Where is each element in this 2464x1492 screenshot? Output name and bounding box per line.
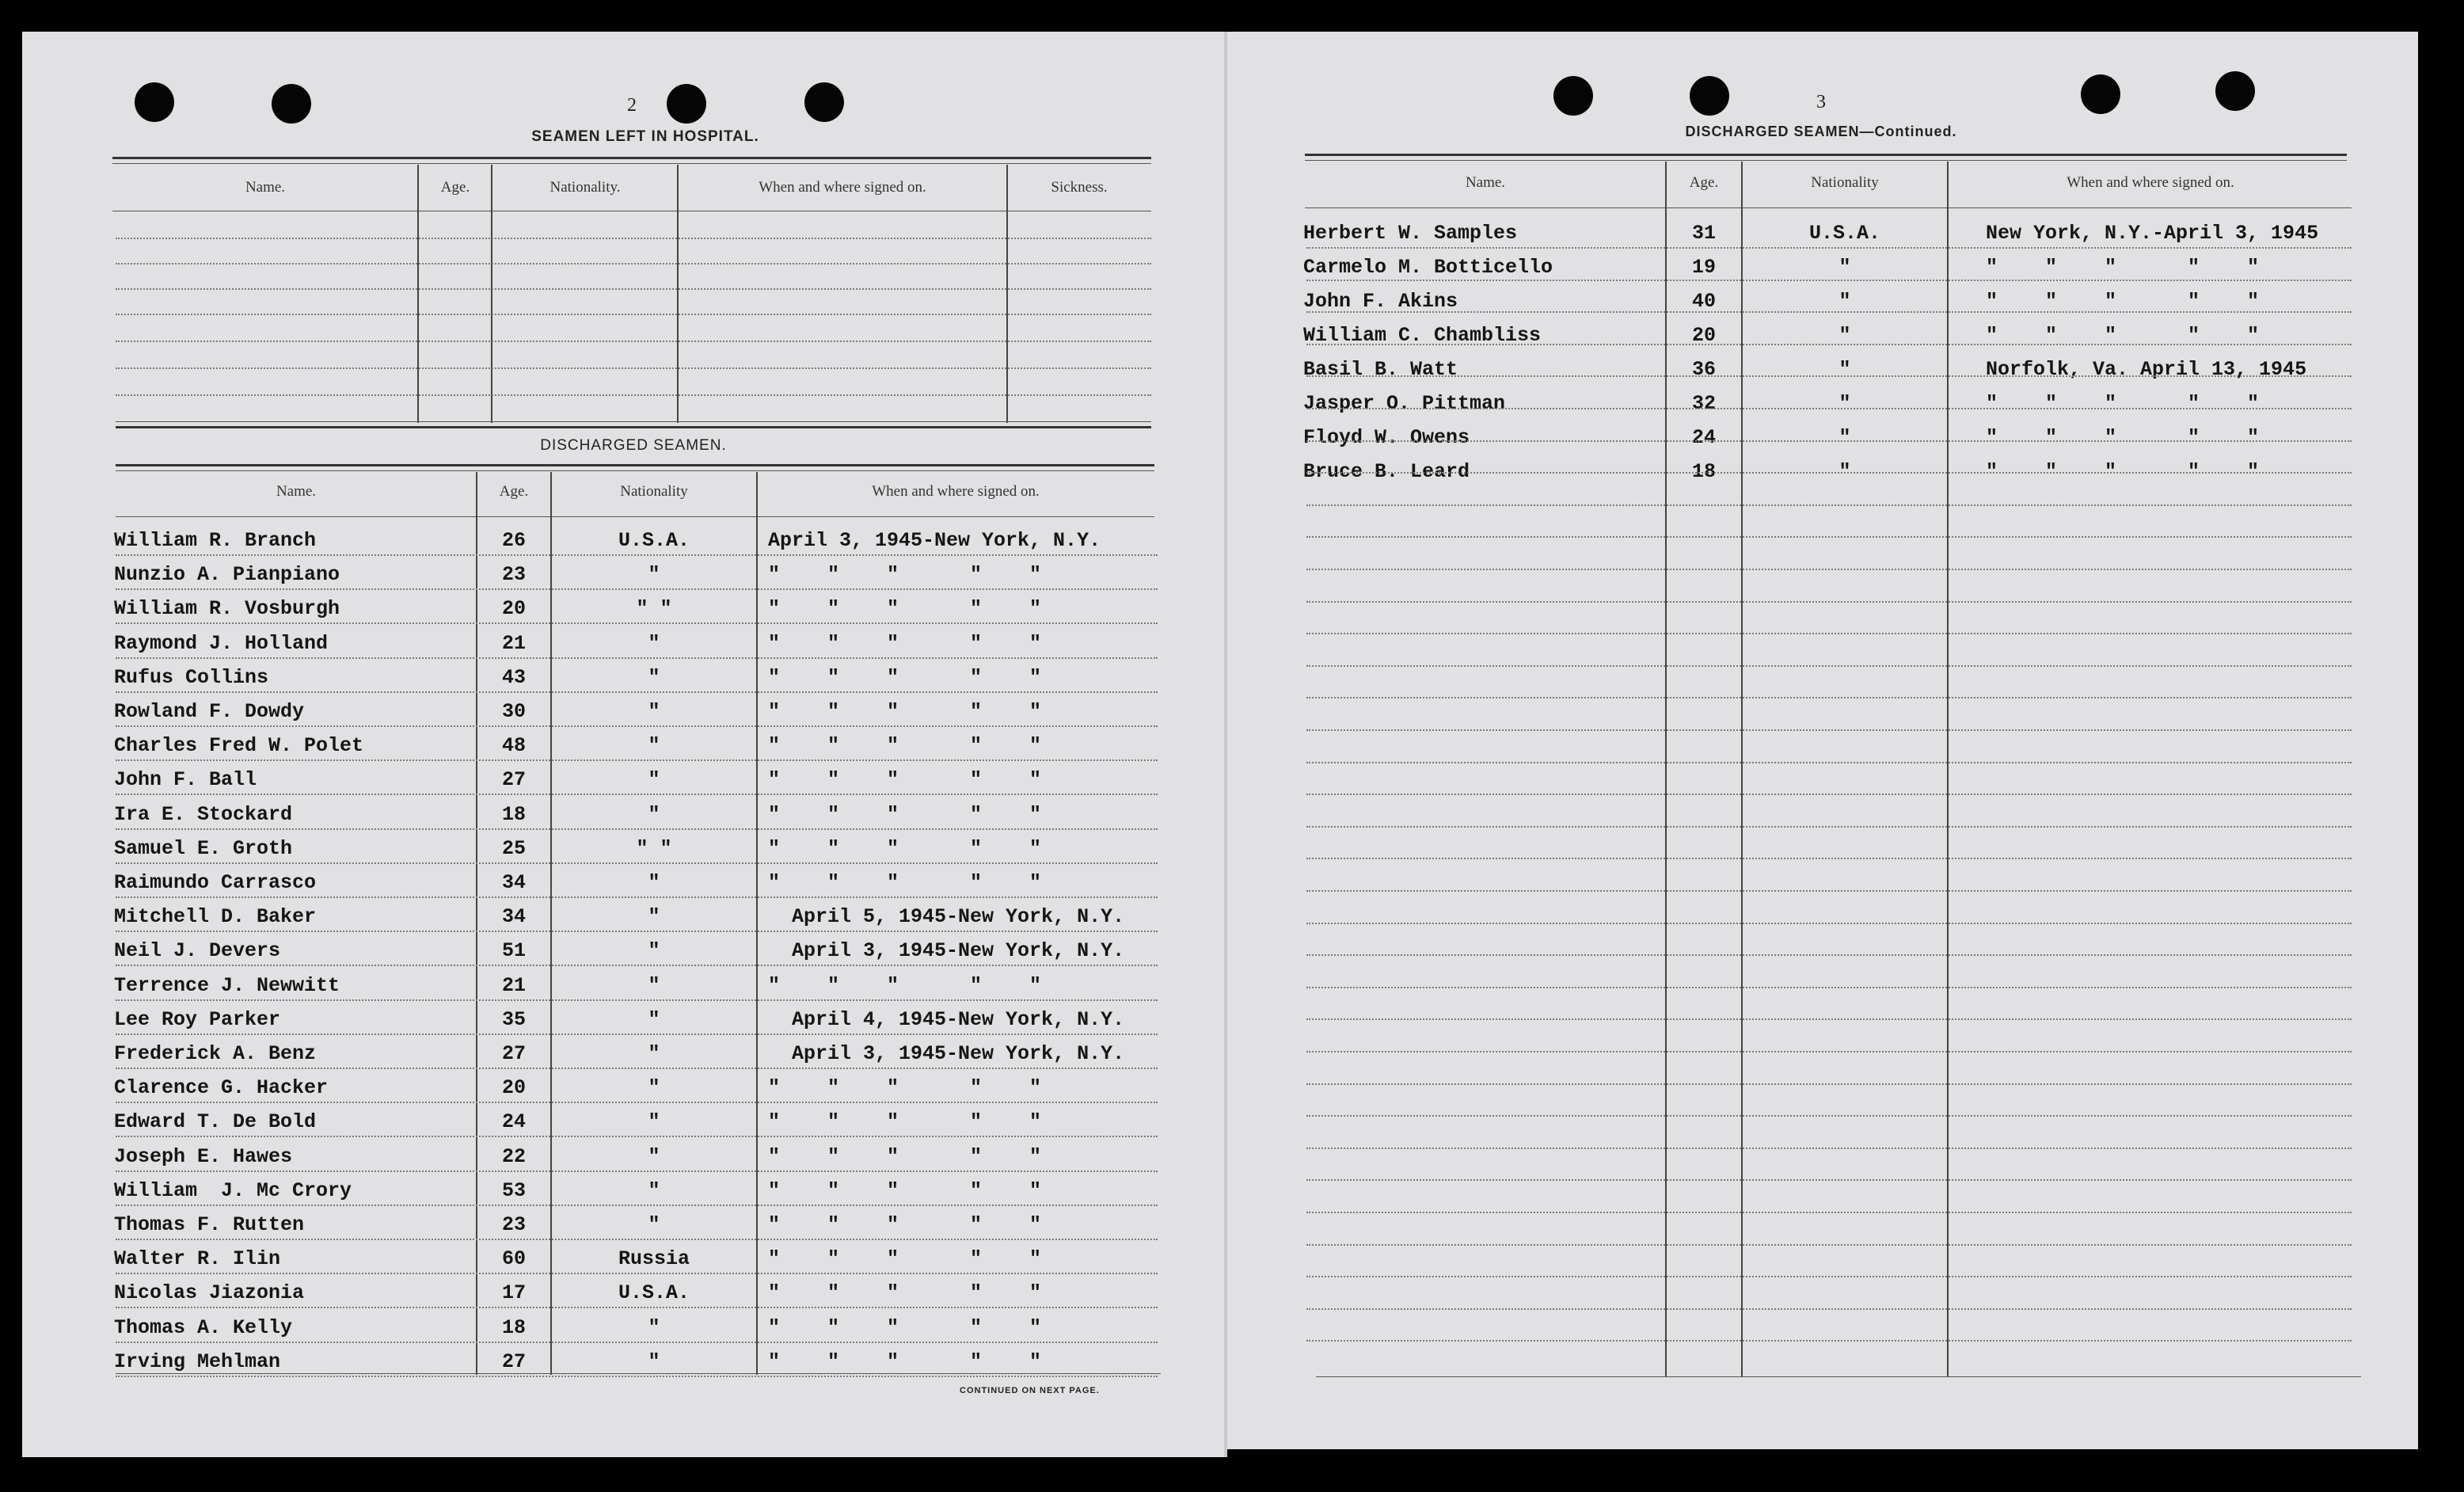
dotted-line [1306, 375, 2352, 377]
seaman-nationality: " [648, 1316, 660, 1339]
seaman-age: 31 [1691, 222, 1716, 245]
dotted-line [1306, 1340, 2352, 1342]
hospital-col-name: Name. [245, 179, 286, 196]
punch-hole [2215, 71, 2255, 111]
discharged-continued-title: DISCHARGED SEAMEN—Continued. [1685, 124, 1957, 139]
dotted-line [116, 828, 1158, 830]
dotted-line [116, 238, 1151, 239]
dotted-line [116, 314, 1151, 315]
seaman-name: Raymond J. Holland [114, 632, 329, 655]
seaman-age: 43 [501, 666, 526, 689]
seaman-age: 23 [501, 563, 526, 586]
dotted-line [1306, 858, 2352, 859]
seaman-age: 27 [501, 768, 526, 791]
dotted-line [1306, 601, 2352, 603]
seaman-nationality: " [648, 734, 660, 757]
seaman-age: 27 [501, 1350, 526, 1373]
page-gutter [1224, 32, 1227, 1457]
seaman-signed-on: Norfolk, Va. April 13, 1945 [1986, 358, 2307, 381]
seaman-nationality: " " [636, 837, 672, 860]
seaman-nationality: " [1838, 256, 1851, 279]
dotted-line [1306, 762, 2352, 763]
seaman-nationality: Russia [618, 1247, 690, 1270]
dotted-line [1306, 1083, 2352, 1085]
seaman-nationality: " [1838, 290, 1851, 313]
dotted-line [116, 965, 1158, 966]
seaman-signed-on: " " " " " [768, 666, 1042, 689]
hospital-col-age: Age. [440, 179, 470, 196]
rule [1305, 160, 2347, 161]
seaman-name: Jasper O. Pittman [1303, 392, 1506, 415]
seaman-age: 51 [501, 939, 526, 962]
seaman-nationality: U.S.A. [1808, 222, 1880, 245]
seaman-signed-on: " " " " " [1986, 290, 2260, 313]
seaman-name: Floyd W. Owens [1303, 426, 1470, 449]
seaman-nationality: " [648, 632, 660, 655]
seaman-name: Edward T. De Bold [114, 1110, 317, 1133]
seaman-nationality: " [648, 905, 660, 928]
seaman-name: Terrence J. Newwitt [114, 974, 340, 997]
dotted-line [116, 588, 1158, 590]
seaman-name: Carmelo M. Botticello [1303, 256, 1553, 279]
seaman-nationality: " [648, 700, 660, 723]
seaman-signed-on: " " " " " [768, 700, 1042, 723]
seaman-age: 32 [1691, 392, 1716, 415]
seaman-age: 17 [501, 1281, 526, 1304]
dotted-line [1306, 1308, 2352, 1310]
rule [116, 1373, 1161, 1374]
seaman-signed-on: " " " " " [768, 871, 1042, 894]
discharged-col-signed-on: When and where signed on. [872, 483, 1040, 500]
seaman-name: Mitchell D. Baker [114, 905, 317, 928]
dotted-line [116, 263, 1151, 265]
dotted-line [116, 862, 1158, 864]
rule [1316, 1376, 2361, 1377]
seaman-name: Clarence G. Hacker [114, 1076, 329, 1099]
seaman-nationality: " [648, 1213, 660, 1236]
rule [116, 470, 1154, 471]
seaman-name: Rufus Collins [114, 666, 269, 689]
seaman-name: John F. Akins [1303, 290, 1458, 313]
dotted-line [1306, 280, 2352, 281]
seaman-signed-on: " " " " " [768, 974, 1042, 997]
seaman-signed-on: " " " " " [768, 837, 1042, 860]
page-number: 2 [627, 95, 637, 116]
dotted-line [116, 1068, 1158, 1069]
seaman-name: Joseph E. Hawes [114, 1145, 293, 1168]
continued-col-nationality: Nationality [1811, 174, 1879, 191]
dotted-line [1306, 1018, 2352, 1020]
hospital-col-sickness: Sickness. [1051, 179, 1108, 196]
dotted-line [1306, 794, 2352, 795]
seaman-signed-on: " " " " " [768, 1316, 1042, 1339]
seaman-age: 19 [1691, 256, 1716, 279]
seaman-signed-on: " " " " " [768, 1281, 1042, 1304]
rule [116, 426, 1151, 428]
dotted-line [116, 341, 1151, 342]
dotted-line [1306, 633, 2352, 634]
dotted-line [1306, 472, 2352, 474]
seaman-age: 48 [501, 734, 526, 757]
seaman-name: Thomas A. Kelly [114, 1316, 293, 1339]
dotted-line [1306, 954, 2352, 956]
dotted-line [1306, 536, 2352, 538]
dotted-line [116, 1102, 1158, 1103]
punch-hole [1690, 76, 1729, 116]
seaman-signed-on: " " " " " [768, 1145, 1042, 1168]
seaman-signed-on: " " " " " [768, 768, 1042, 791]
column-line [491, 165, 492, 423]
seaman-signed-on: April 5, 1945-New York, N.Y. [768, 905, 1125, 928]
seaman-nationality: " [648, 871, 660, 894]
dotted-line [1306, 1148, 2352, 1149]
seaman-nationality: " [648, 1179, 660, 1202]
seaman-name: Basil B. Watt [1303, 358, 1458, 381]
seaman-signed-on: " " " " " [1986, 426, 2260, 449]
punch-hole [667, 84, 706, 124]
seaman-nationality: " [648, 939, 660, 962]
seaman-nationality: U.S.A. [618, 1281, 690, 1304]
seaman-signed-on: April 3, 1945-New York, N.Y. [768, 529, 1101, 552]
seaman-age: 18 [1691, 460, 1716, 483]
seaman-nationality: " [648, 768, 660, 791]
seaman-name: John F. Ball [114, 768, 257, 791]
seaman-signed-on: " " " " " [1986, 392, 2260, 415]
seaman-nationality: " [648, 666, 660, 689]
seaman-age: 27 [501, 1042, 526, 1065]
dotted-line [1306, 504, 2352, 506]
dotted-line [116, 622, 1158, 624]
seaman-nationality: " [648, 803, 660, 826]
hospital-col-nationality: Nationality. [549, 179, 621, 196]
seaman-nationality: " [1838, 426, 1851, 449]
seaman-nationality: " [648, 974, 660, 997]
seaman-age: 26 [501, 529, 526, 552]
seaman-name: Thomas F. Rutten [114, 1213, 305, 1236]
seaman-age: 21 [501, 632, 526, 655]
seaman-age: 35 [501, 1008, 526, 1031]
seaman-nationality: " [648, 1145, 660, 1168]
seaman-age: 18 [501, 803, 526, 826]
seaman-nationality: " [1838, 460, 1851, 483]
seaman-signed-on: April 4, 1945-New York, N.Y. [768, 1008, 1125, 1031]
dotted-line [116, 1307, 1158, 1308]
seaman-name: Nicolas Jiazonia [114, 1281, 305, 1304]
seaman-nationality: " [1838, 324, 1851, 347]
seaman-nationality: U.S.A. [618, 529, 690, 552]
dotted-line [1306, 1212, 2352, 1213]
seaman-age: 21 [501, 974, 526, 997]
dotted-line [1306, 665, 2352, 667]
column-line [1006, 165, 1008, 423]
seaman-age: 20 [501, 597, 526, 620]
seaman-age: 30 [501, 700, 526, 723]
seaman-age: 60 [501, 1247, 526, 1270]
rule [112, 157, 1151, 159]
rule [112, 163, 1151, 164]
dotted-line [1306, 1115, 2352, 1117]
dotted-line [1306, 987, 2352, 988]
rule [1305, 154, 2347, 156]
continued-col-signed-on: When and where signed on. [2067, 174, 2234, 191]
seaman-name: Neil J. Devers [114, 939, 281, 962]
seaman-age: 22 [501, 1145, 526, 1168]
page-number: 3 [1816, 92, 1826, 112]
rule [1305, 207, 2352, 208]
seaman-nationality: " [648, 1076, 660, 1099]
seaman-nationality: " " [636, 597, 672, 620]
seaman-signed-on: " " " " " [1986, 460, 2260, 483]
dotted-line [116, 1136, 1158, 1137]
discharged-col-name: Name. [276, 483, 317, 500]
seaman-name: Ira E. Stockard [114, 803, 293, 826]
rule [116, 516, 1154, 517]
dotted-line [1306, 826, 2352, 828]
seaman-name: Raimundo Carrasco [114, 871, 317, 894]
seaman-signed-on: " " " " " [768, 1179, 1042, 1202]
seaman-signed-on: " " " " " [768, 632, 1042, 655]
punch-hole [2081, 74, 2120, 114]
continued-col-age: Age. [1689, 174, 1719, 191]
seaman-age: 23 [501, 1213, 526, 1236]
seaman-signed-on: " " " " " [768, 597, 1042, 620]
dotted-line [116, 1376, 1158, 1377]
dotted-line [116, 1342, 1158, 1343]
discharged-col-age: Age. [499, 483, 529, 500]
column-line [677, 165, 679, 423]
continued-note: CONTINUED ON NEXT PAGE. [960, 1386, 1100, 1395]
seaman-signed-on: April 3, 1945-New York, N.Y. [768, 939, 1125, 962]
seaman-nationality: " [648, 1350, 660, 1373]
seaman-signed-on: " " " " " [1986, 256, 2260, 279]
seaman-name: Walter R. Ilin [114, 1247, 281, 1270]
dotted-line [116, 1170, 1158, 1172]
seaman-signed-on: " " " " " [768, 1350, 1042, 1373]
seaman-nationality: " [648, 563, 660, 586]
seaman-name: Nunzio A. Pianpiano [114, 563, 340, 586]
hospital-col-signed-on: When and where signed on. [759, 179, 926, 196]
dotted-line [1306, 311, 2352, 313]
seaman-age: 25 [501, 837, 526, 860]
seaman-signed-on: " " " " " [768, 734, 1042, 757]
dotted-line [1306, 440, 2352, 442]
dotted-line [1306, 247, 2352, 249]
seaman-name: Lee Roy Parker [114, 1008, 281, 1031]
discharged-col-nationality: Nationality [620, 483, 688, 500]
seaman-age: 34 [501, 905, 526, 928]
punch-hole [135, 82, 174, 122]
punch-hole [272, 84, 311, 124]
seaman-name: Irving Mehlman [114, 1350, 281, 1373]
seaman-name: William R. Branch [114, 529, 317, 552]
dotted-line [1306, 1276, 2352, 1277]
seaman-nationality: " [1838, 358, 1851, 381]
dotted-line [116, 394, 1151, 396]
seaman-age: 20 [1691, 324, 1716, 347]
dotted-line [1306, 569, 2352, 570]
dotted-line [116, 691, 1158, 693]
seaman-nationality: " [1838, 392, 1851, 415]
rule [116, 421, 1151, 422]
seaman-name: Frederick A. Benz [114, 1042, 317, 1065]
seaman-signed-on: " " " " " [768, 1110, 1042, 1133]
dotted-line [116, 759, 1158, 761]
seaman-name: Rowland F. Dowdy [114, 700, 305, 723]
seaman-name: Charles Fred W. Polet [114, 734, 364, 757]
punch-hole [1553, 76, 1593, 116]
seaman-nationality: " [648, 1008, 660, 1031]
dotted-line [1306, 890, 2352, 892]
seaman-name: William J. Mc Crory [114, 1179, 352, 1202]
seaman-signed-on: " " " " " [768, 803, 1042, 826]
dotted-line [1306, 1244, 2352, 1246]
seaman-signed-on: " " " " " [768, 1213, 1042, 1236]
dotted-line [116, 554, 1158, 556]
seaman-signed-on: April 3, 1945-New York, N.Y. [768, 1042, 1125, 1065]
seaman-signed-on: " " " " " [768, 1076, 1042, 1099]
dotted-line [116, 725, 1158, 727]
seaman-name: Bruce B. Leard [1303, 460, 1470, 483]
dotted-line [116, 1239, 1158, 1240]
seaman-name: Samuel E. Groth [114, 837, 293, 860]
column-line [417, 165, 419, 423]
dotted-line [116, 794, 1158, 795]
dotted-line [116, 1205, 1158, 1206]
hospital-title: SEAMEN LEFT IN HOSPITAL. [531, 128, 759, 145]
dotted-line [1306, 923, 2352, 924]
seaman-name: William C. Chambliss [1303, 324, 1542, 347]
dotted-line [116, 896, 1158, 898]
seaman-age: 24 [501, 1110, 526, 1133]
seaman-age: 40 [1691, 290, 1716, 313]
dotted-line [116, 657, 1158, 659]
seaman-name: William R. Vosburgh [114, 597, 340, 620]
dotted-line [116, 288, 1151, 290]
dotted-line [116, 1033, 1158, 1035]
dotted-line [1306, 344, 2352, 345]
seaman-age: 53 [501, 1179, 526, 1202]
seaman-age: 36 [1691, 358, 1716, 381]
dotted-line [1306, 408, 2352, 409]
dotted-line [1306, 1051, 2352, 1052]
seaman-signed-on: " " " " " [768, 1247, 1042, 1270]
punch-hole [804, 82, 844, 122]
dotted-line [116, 999, 1158, 1001]
dotted-line [1306, 729, 2352, 731]
seaman-nationality: " [648, 1110, 660, 1133]
seaman-age: 18 [501, 1316, 526, 1339]
seaman-signed-on: " " " " " [1986, 324, 2260, 347]
discharged-title: DISCHARGED SEAMEN. [540, 437, 727, 454]
dotted-line [116, 931, 1158, 932]
dotted-line [116, 1273, 1158, 1274]
seaman-name: Herbert W. Samples [1303, 222, 1518, 245]
continued-col-name: Name. [1465, 174, 1506, 191]
seaman-age: 24 [1691, 426, 1716, 449]
dotted-line [1306, 1179, 2352, 1181]
rule [116, 464, 1154, 466]
seaman-nationality: " [648, 1042, 660, 1065]
seaman-age: 20 [501, 1076, 526, 1099]
seaman-signed-on: New York, N.Y.-April 3, 1945 [1986, 222, 2319, 245]
seaman-signed-on: " " " " " [768, 563, 1042, 586]
seaman-age: 34 [501, 871, 526, 894]
dotted-line [1306, 697, 2352, 698]
dotted-line [116, 367, 1151, 369]
